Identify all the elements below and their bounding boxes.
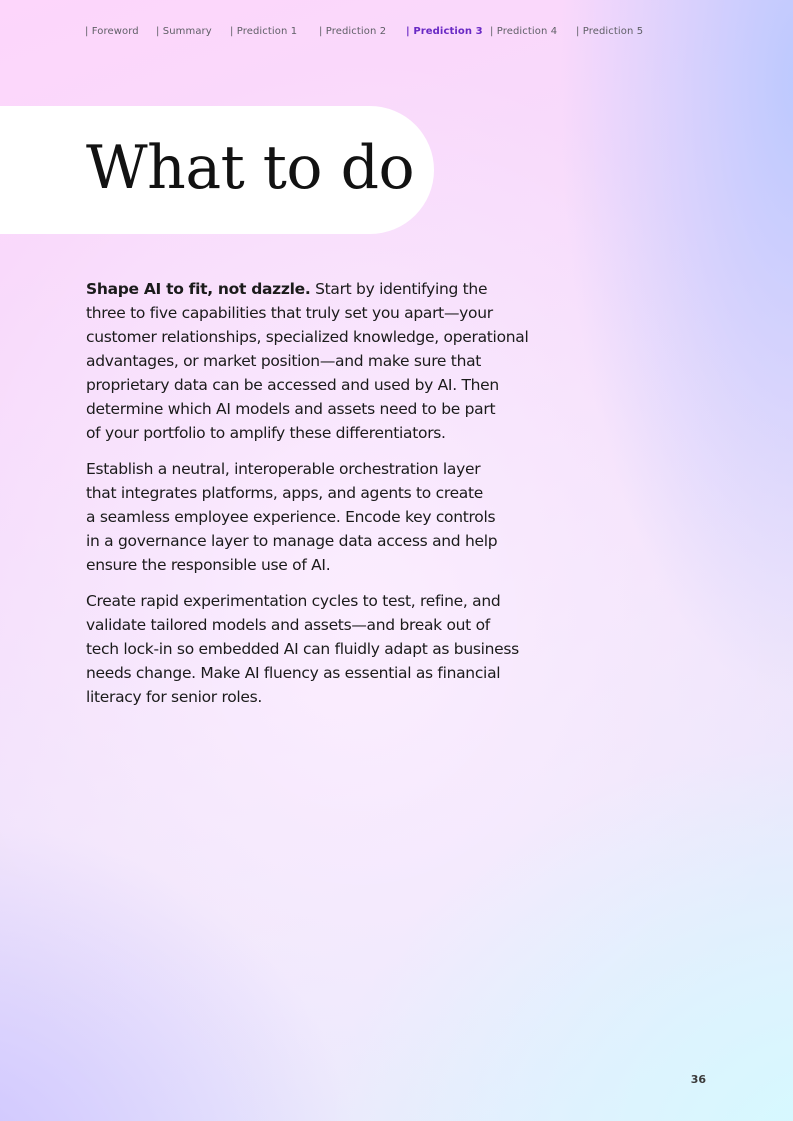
nav-item-summary[interactable]: | Summary	[156, 26, 212, 37]
paragraph-line: in a governance layer to manage data access and help	[86, 532, 498, 550]
page-title: What to do	[86, 133, 415, 203]
paragraph-line: of your portfolio to amplify these differentiators.	[86, 424, 446, 442]
paragraph-line: proprietary data can be accessed and used by AI. Then	[86, 376, 499, 394]
nav-item-prediction-1[interactable]: | Prediction 1	[230, 26, 298, 37]
paragraph-line: Create rapid experimentation cycles to test, refine, and	[86, 592, 501, 610]
paragraph-line: a seamless employee experience. Encode key controls	[86, 508, 496, 526]
paragraph-line: three to five capabilities that truly set you apart—your	[86, 304, 493, 322]
lead-in-heading: Shape AI to fit, not dazzle.	[86, 280, 311, 298]
page-number: 36	[690, 1073, 706, 1086]
paragraph-line-text: Start by identifying the	[310, 280, 488, 298]
paragraph-line: advantages, or market position—and make sure that	[86, 352, 482, 370]
paragraph-line: needs change. Make AI fluency as essential as financial	[86, 664, 501, 682]
paragraph-line: ensure the responsible use of AI.	[86, 556, 331, 574]
nav-item-prediction-2[interactable]: | Prediction 2	[319, 26, 387, 37]
body-text	[86, 277, 546, 721]
nav-item-foreword[interactable]: | Foreword	[85, 26, 139, 37]
nav-item-prediction-5[interactable]: | Prediction 5	[576, 26, 644, 37]
paragraph-line: determine which AI models and assets need to be part	[86, 400, 496, 418]
paragraph-shape-ai	[86, 277, 546, 445]
paragraph-experimentation	[86, 589, 546, 709]
paragraph-line: that integrates platforms, apps, and agents to create	[86, 484, 484, 502]
paragraph-line	[86, 277, 546, 301]
paragraph-line: customer relationships, specialized knowledge, operational	[86, 328, 529, 346]
nav-item-prediction-3[interactable]: | Prediction 3	[406, 26, 483, 37]
paragraph-line: literacy for senior roles.	[86, 688, 263, 706]
section-navigation	[85, 26, 685, 40]
paragraph-orchestration-layer	[86, 457, 546, 577]
nav-item-prediction-4[interactable]: | Prediction 4	[490, 26, 558, 37]
paragraph-line: Establish a neutral, interoperable orchestration layer	[86, 460, 481, 478]
paragraph-line: validate tailored models and assets—and break out of	[86, 616, 490, 634]
paragraph-line: tech lock-in so embedded AI can fluidly adapt as business	[86, 640, 519, 658]
